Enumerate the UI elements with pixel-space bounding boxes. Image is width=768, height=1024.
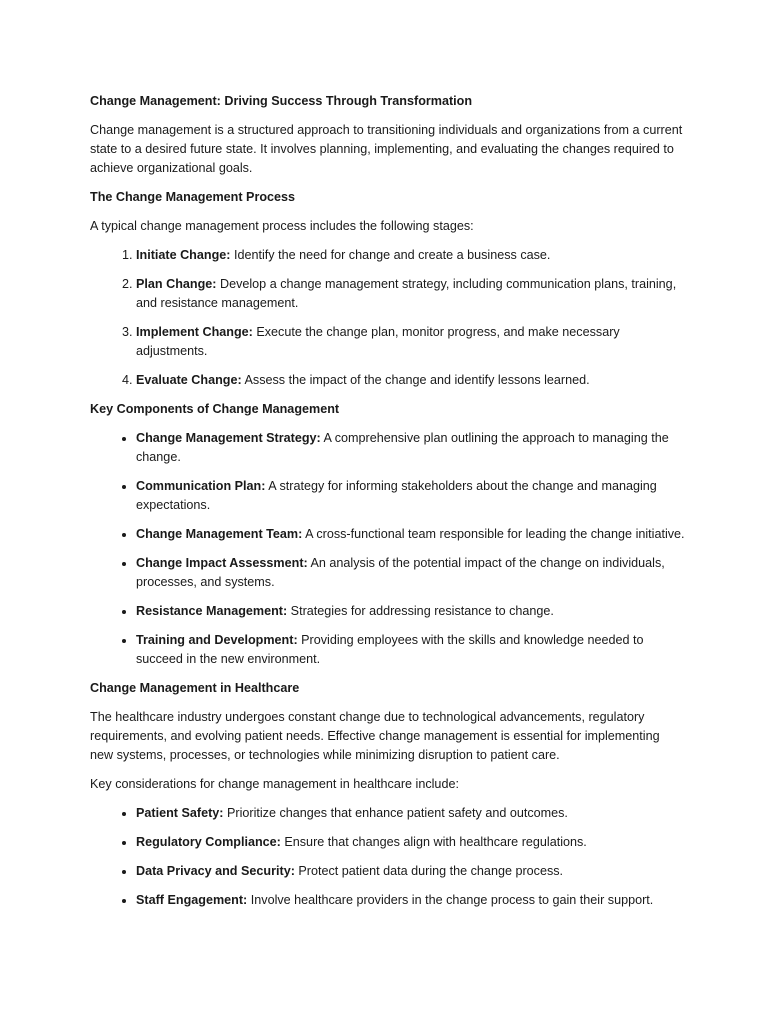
healthcare-item [136,804,686,823]
process-step [136,246,686,265]
step-text: Develop a change management strategy, including communication plans, training, and resistance management. [136,277,677,310]
components-list [90,429,686,669]
healthcare-lead: Key considerations for change management in healthcare include: [90,777,459,791]
component-text: Providing employees with the skills and knowledge needed to succeed in the new environment. [136,633,644,666]
process-step [136,371,686,390]
process-heading: The Change Management Process [90,190,296,204]
component-item [136,525,686,544]
healthcare-term: Staff Engagement: [136,893,248,907]
healthcare-term: Data Privacy and Security: [136,864,295,878]
step-text: Execute the change plan, monitor progress, and make necessary adjustments. [136,325,620,358]
step-term: Initiate Change: [136,248,231,262]
component-text: A strategy for informing stakeholders about the change and managing expectations. [136,479,657,512]
component-item [136,631,686,669]
healthcare-item [136,862,686,881]
process-step [136,275,686,313]
component-term: Training and Development: [136,633,298,647]
healthcare-term: Patient Safety: [136,806,224,820]
components-heading: Key Components of Change Management [90,402,340,416]
step-text: Assess the impact of the change and identify lessons learned. [241,373,590,387]
document-title: Change Management: Driving Success Through Transformation [90,94,473,108]
healthcare-text: Protect patient data during the change process. [294,864,564,878]
healthcare-text: Ensure that changes align with healthcare regulations. [280,835,587,849]
component-term: Change Management Team: [136,527,303,541]
component-term: Resistance Management: [136,604,288,618]
healthcare-text: Prioritize changes that enhance patient safety and outcomes. [223,806,568,820]
component-term: Communication Plan: [136,479,266,493]
healthcare-heading: Change Management in Healthcare [90,681,300,695]
process-steps-list [90,246,686,390]
component-text: An analysis of the potential impact of the change on individuals, processes, and systems. [136,556,665,589]
step-term: Evaluate Change: [136,373,242,387]
component-item [136,554,686,592]
component-text: A comprehensive plan outlining the approach to managing the change. [136,431,669,464]
step-term: Plan Change: [136,277,217,291]
component-item [136,602,686,621]
step-term: Implement Change: [136,325,253,339]
healthcare-list [90,804,686,910]
intro-paragraph: Change management is a structured approach to transitioning individuals and organizations from a current state to a desired future state. It involves planning, implementing, and evaluating the changes required to achieve organizational goals. [90,123,683,175]
step-text: Identify the need for change and create a business case. [230,248,551,262]
document-page [90,92,686,920]
healthcare-item [136,833,686,852]
process-lead: A typical change management process includes the following stages: [90,219,474,233]
component-item [136,477,686,515]
component-text: Strategies for addressing resistance to change. [287,604,554,618]
process-step [136,323,686,361]
healthcare-text: Involve healthcare providers in the change process to gain their support. [247,893,654,907]
healthcare-paragraph: The healthcare industry undergoes constant change due to technological advancements, regulatory requirements, and evolving patient needs. Effective change management is essential for implementing new systems, processes, or technologies while minimizing disruption to patient care. [90,710,660,762]
healthcare-item [136,891,686,910]
component-item [136,429,686,467]
component-term: Change Impact Assessment: [136,556,308,570]
component-text: A cross-functional team responsible for leading the change initiative. [302,527,685,541]
component-term: Change Management Strategy: [136,431,321,445]
healthcare-term: Regulatory Compliance: [136,835,281,849]
